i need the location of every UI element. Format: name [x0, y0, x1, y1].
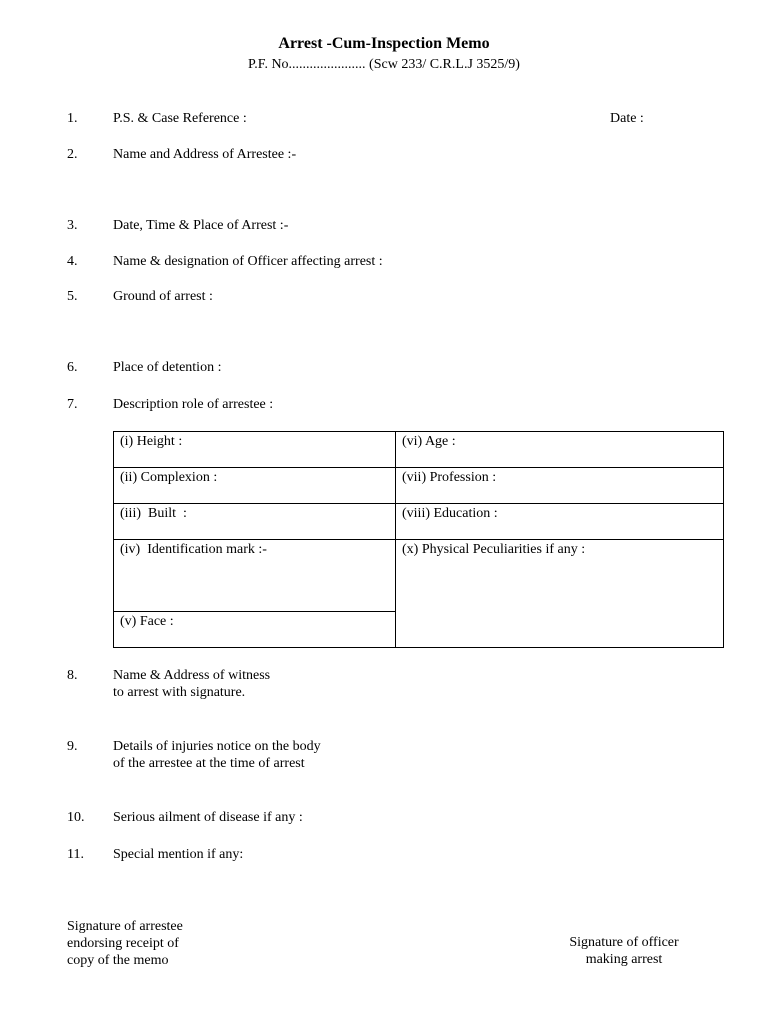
table-row-divider — [114, 467, 723, 468]
memo-title: Arrest -Cum-Inspection Memo — [278, 35, 490, 52]
item-label-line: Details of injuries notice on the body — [113, 739, 321, 754]
item-number: 10. — [67, 810, 85, 825]
field-built: (iii) Built : — [120, 506, 187, 521]
item-label-case-reference: P.S. & Case Reference : — [113, 111, 247, 126]
item-number: 8. — [67, 668, 78, 683]
description-table — [113, 431, 724, 648]
table-row-divider — [114, 503, 723, 504]
item-number: 7. — [67, 397, 78, 412]
item-label-date-time-place: Date, Time & Place of Arrest :- — [113, 218, 289, 233]
item-number: 1. — [67, 111, 78, 126]
item-number: 11. — [67, 847, 84, 862]
item-number: 9. — [67, 739, 78, 754]
signature-line: endorsing receipt of — [67, 936, 179, 951]
item-number: 4. — [67, 254, 78, 269]
item-label-ground-of-arrest: Ground of arrest : — [113, 289, 213, 304]
field-height: (i) Height : — [120, 434, 183, 449]
item-number: 6. — [67, 360, 78, 375]
signature-line: making arrest — [585, 952, 663, 967]
table-row-divider — [114, 539, 723, 540]
date-label: Date : — [610, 111, 644, 126]
table-row-divider — [114, 611, 395, 612]
item-label-ailment: Serious ailment of disease if any : — [113, 810, 303, 825]
memo-subtitle: P.F. No...................... (Scw 233/ C.R.L.J 3525/9) — [248, 57, 520, 72]
field-age: (vi) Age : — [402, 434, 456, 449]
item-label-description-role: Description role of arrestee : — [113, 397, 274, 412]
item-label-line: to arrest with signature. — [113, 685, 246, 700]
item-number: 3. — [67, 218, 78, 233]
arrestee-signature-block — [67, 918, 183, 969]
field-identification-mark: (iv) Identification mark :- — [120, 542, 267, 557]
signature-line: Signature of officer — [569, 935, 679, 950]
field-face: (v) Face : — [120, 614, 174, 629]
item-label-special-mention: Special mention if any: — [113, 847, 244, 862]
officer-signature-block — [540, 934, 708, 968]
item-label-place-of-detention: Place of detention : — [113, 360, 222, 375]
signature-line: copy of the memo — [67, 953, 169, 968]
field-profession: (vii) Profession : — [402, 470, 497, 485]
field-complexion: (ii) Complexion : — [120, 470, 218, 485]
item-number: 5. — [67, 289, 78, 304]
item-label-injuries — [113, 738, 321, 772]
item-label-witness — [113, 667, 270, 701]
signature-line: Signature of arrestee — [67, 919, 183, 934]
item-label-line: of the arrestee at the time of arrest — [113, 756, 305, 771]
field-physical-peculiarities: (x) Physical Peculiarities if any : — [402, 542, 586, 557]
item-label-line: Name & Address of witness — [113, 668, 271, 683]
item-label-arrestee-name-address: Name and Address of Arrestee :- — [113, 147, 297, 162]
field-education: (viii) Education : — [402, 506, 498, 521]
item-label-officer: Name & designation of Officer affecting arrest : — [113, 254, 383, 269]
item-number: 2. — [67, 147, 78, 162]
